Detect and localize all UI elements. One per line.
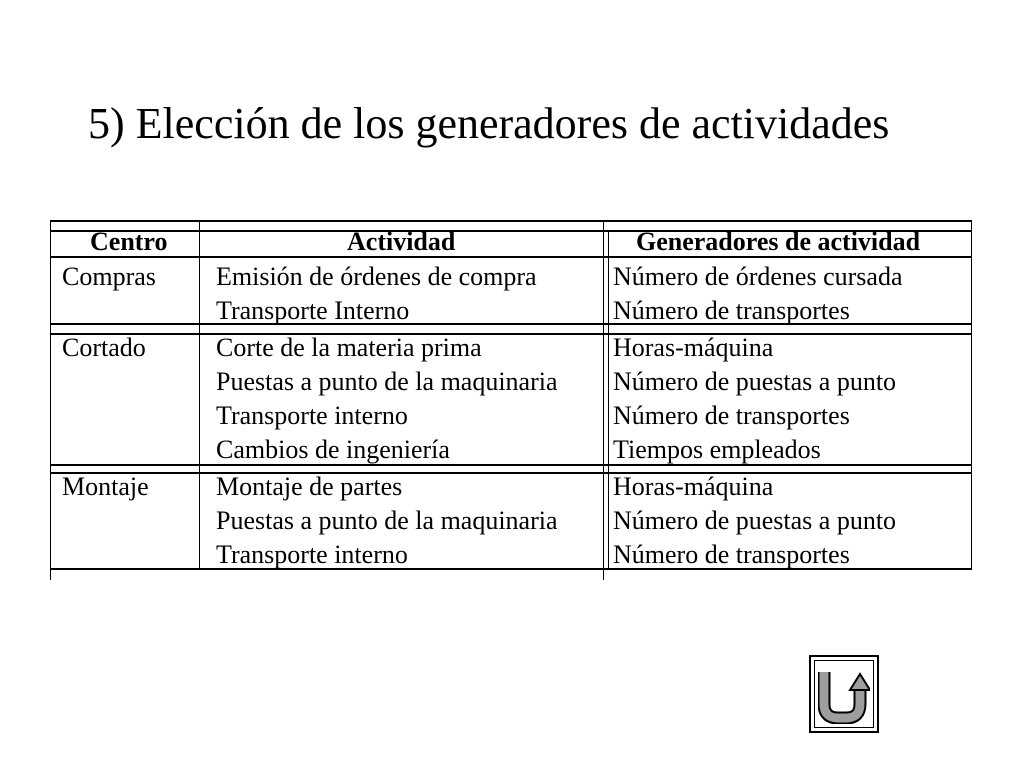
- generador-cell: Horas-máquina: [613, 472, 774, 501]
- return-button[interactable]: [809, 655, 879, 733]
- actividad-cell: Transporte interno: [216, 401, 408, 430]
- activity-drivers-table: [50, 218, 974, 580]
- generador-cell: Número de órdenes cursada: [613, 262, 903, 291]
- left-border: [50, 220, 51, 580]
- actividad-cell: Montaje de partes: [216, 472, 403, 501]
- table-top-rule: [50, 220, 972, 222]
- header-generadores: Generadores de actividad: [636, 227, 921, 256]
- generadores-column-divider: [608, 230, 609, 568]
- generador-cell: Número de puestas a punto: [613, 506, 897, 535]
- generador-cell: Número de transportes: [613, 401, 850, 430]
- actividad-cell: Emisión de órdenes de compra: [216, 262, 537, 291]
- centro-cell: Cortado: [62, 333, 146, 362]
- actividad-cell: Transporte Interno: [216, 296, 410, 325]
- right-border: [971, 220, 972, 568]
- slide-title: 5) Elección de los generadores de actividades: [88, 99, 890, 148]
- actividad-cell: Puestas a punto de la maquinaria: [216, 506, 558, 535]
- group-rule-cortado: [50, 464, 972, 466]
- generador-cell: Número de transportes: [613, 540, 850, 569]
- centro-cell: Compras: [62, 262, 156, 291]
- actividad-cell: Cambios de ingeniería: [216, 435, 450, 464]
- centro-column-divider: [199, 220, 200, 570]
- generador-cell: Número de puestas a punto: [613, 367, 897, 396]
- u-turn-return-icon: [818, 666, 870, 724]
- group-rule-compras-inner: [50, 333, 972, 335]
- group-rule-cortado-inner: [50, 472, 972, 474]
- generador-cell: Tiempos empleados: [613, 435, 821, 464]
- header-actividad: Actividad: [347, 227, 456, 256]
- generador-cell: Número de transportes: [613, 296, 850, 325]
- centro-cell: Montaje: [62, 472, 149, 501]
- actividad-cell: Transporte interno: [216, 540, 408, 569]
- actividad-column-divider: [603, 220, 604, 580]
- header-centro: Centro: [90, 227, 168, 256]
- generador-cell: Horas-máquina: [613, 333, 774, 362]
- actividad-cell: Corte de la materia prima: [216, 333, 482, 362]
- actividad-cell: Puestas a punto de la maquinaria: [216, 367, 558, 396]
